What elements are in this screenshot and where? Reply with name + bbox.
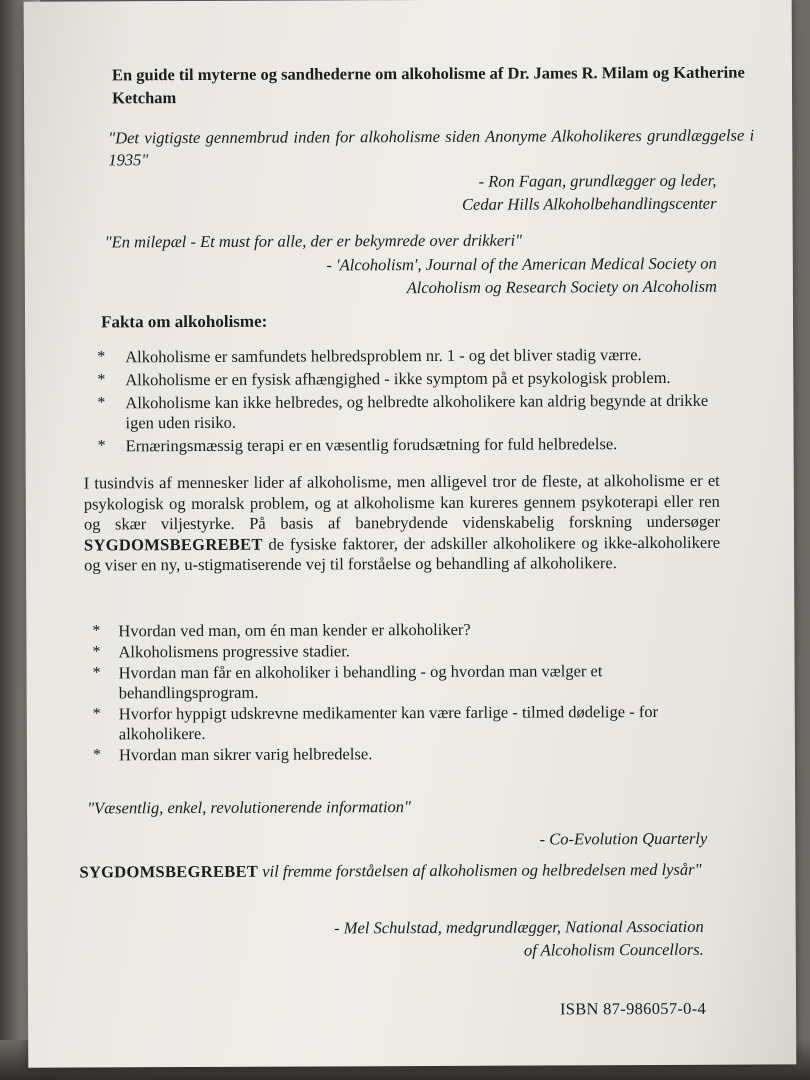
book-back-cover [24, 0, 797, 1068]
questions-list [84, 619, 717, 767]
asterisk-bullet-icon: * [97, 437, 106, 455]
asterisk-bullet-icon: * [92, 746, 101, 764]
list-item: * Hvordan man sikrer varig helbredelse. [92, 744, 373, 765]
asterisk-bullet-icon: * [97, 394, 106, 412]
attribution-journal [165, 252, 717, 300]
attribution-line: Cedar Hills Alkoholbehandlingscenter [461, 193, 717, 214]
list-item: * Ernæringsmæssig terapi er en væsentlig forudsætning for fuld helbredelse. [97, 434, 618, 456]
attribution-line: - Mel Schulstad, medgrundlægger, National Association [334, 916, 704, 938]
isbn-number: ISBN 87-986057-0-4 [559, 998, 707, 1019]
facts-heading: Fakta om alkoholisme: [101, 311, 268, 332]
attribution-line: - Ron Fagan, grundlægger og leder, [478, 170, 717, 191]
list-item: * Hvordan man får en alkoholiker i behandling - og hvordan man vælger et behandlingsprogram. [92, 661, 603, 703]
attribution-line: - 'Alcoholism', Journal of the American Medical Society on [326, 253, 717, 275]
list-item: * Alkoholismens progressive stadier. [92, 641, 350, 662]
attribution-coevolution: - Co-Evolution Quarterly [539, 828, 708, 849]
list-item: * Hvorfor hyppigt udskrevne medikamenter kan være farlige - tilmed dødelige - for alkoholikere. [92, 701, 659, 744]
list-item: * Hvordan ved man, om én man kender er alkoholiker? [92, 619, 471, 641]
attribution-line: of Alcoholism Councellors. [523, 939, 704, 960]
list-item: * Alkoholisme er en fysisk afhængighed - ikke symptom på et psykologisk problem. [97, 367, 671, 390]
attribution-schulstad [228, 915, 704, 963]
asterisk-bullet-icon: * [92, 622, 101, 640]
book-title: En guide til myterne og sandhederne om alkoholisme af Dr. James R. Milam og Katherine Ketcham [111, 62, 745, 108]
asterisk-bullet-icon: * [92, 664, 101, 682]
asterisk-bullet-icon: * [92, 643, 101, 661]
asterisk-bullet-icon: * [97, 371, 106, 389]
asterisk-bullet-icon: * [92, 705, 101, 723]
quote-schulstad: SYGDOMSBEGREBET vil fremme forståelsen af alkoholismen og helbredelsen med lysår" [79, 859, 702, 882]
description-paragraph: I tusindvis af mennesker lider af alkoholisme, men alligevel tror de fleste, at alkoholisme er et psykologisk og moralsk problem, og at alkoholisme kan kureres gennem psykoterapi eller ren og skær viljestyrke. På basis af banebrydende videnskabelig forskning undersøger SYGDOMSBEGREBET de fysiske faktorer, der adskiller alkoholikere og ikke-alkoholikere og viser en ny, u-stigmatiserende vej til forståelse og behandling af alkoholikere. [83, 470, 721, 575]
quote-coevolution: "Væsentlig, enkel, revolutionerende information" [87, 797, 411, 818]
list-item: * Alkoholisme kan ikke helbredes, og helbredte alkoholikere kan aldrig begynde at drikke igen uden risiko. [97, 390, 709, 433]
attribution-line: Alcoholism og Research Society on Alcoholism [406, 276, 717, 298]
attribution-fagan [324, 169, 716, 217]
facts-list [89, 345, 729, 460]
book-brand-name: SYGDOMSBEGREBET [83, 534, 263, 554]
list-item: * Alkoholisme er samfundets helbredsproblem nr. 1 - og det bliver stadig værre. [97, 345, 642, 367]
quote-fagan: "Det vigtigste gennembrud inden for alkoholisme siden Anonyme Alkoholikeres grundlæggelse i 1935" [108, 125, 755, 170]
quote-journal: "En milepæl - Et must for alle, der er bekymrede over drikkeri" [104, 230, 523, 252]
asterisk-bullet-icon: * [97, 348, 106, 366]
book-brand-name: SYGDOMSBEGREBET [79, 861, 259, 882]
